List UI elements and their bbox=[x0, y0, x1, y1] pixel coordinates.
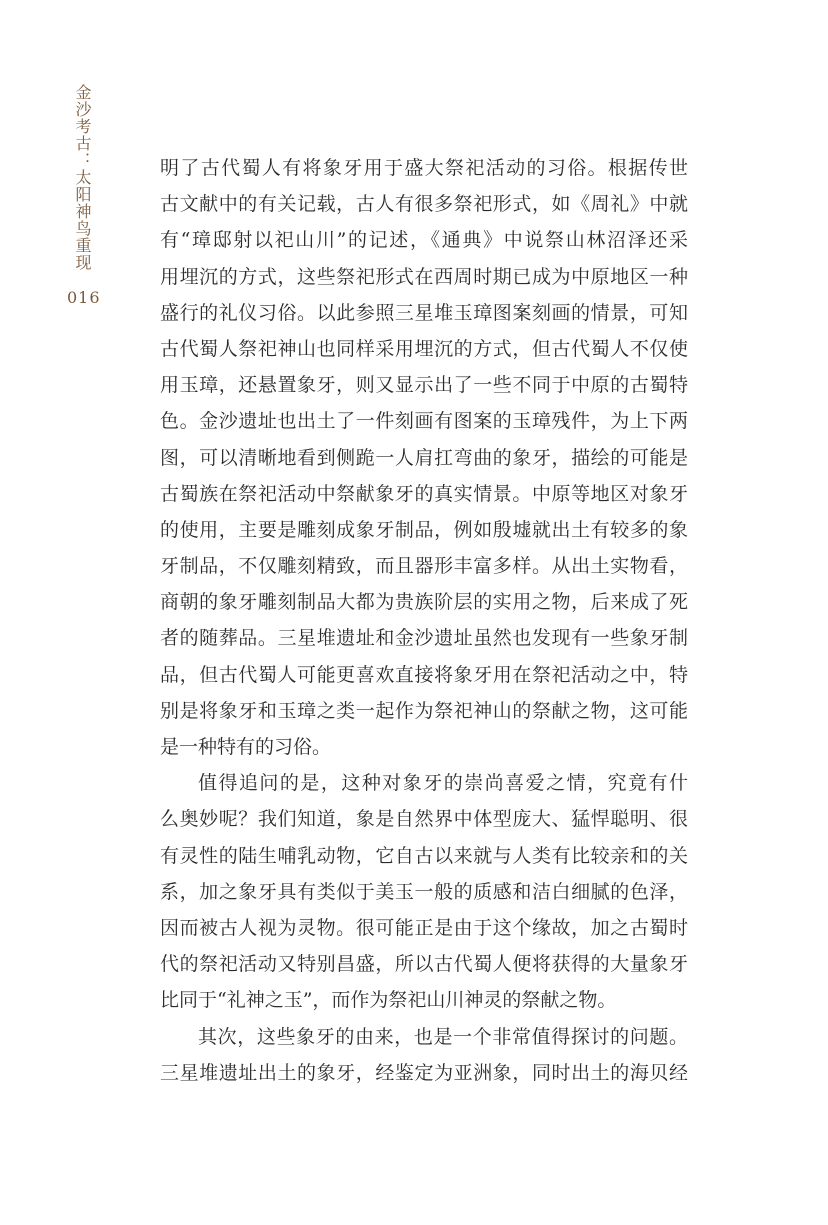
text-line: 别是将象牙和玉璋之类一起作为祭祀神山的祭献之物，这可能 bbox=[160, 699, 688, 722]
page-number: 016 bbox=[67, 288, 101, 307]
text-line: 古蜀族在祭祀活动中祭献象牙的真实情景。中原等地区对象牙 bbox=[160, 482, 688, 505]
text-line: 用玉璋，还悬置象牙，则又显示出了一些不同于中原的古蜀特 bbox=[160, 374, 688, 397]
text-line: 色。金沙遗址也出土了一件刻画有图案的玉璋残件，为上下两 bbox=[160, 410, 688, 433]
text-line: 有灵性的陆生哺乳动物，它自古以来就与人类有比较亲和的关 bbox=[160, 844, 688, 867]
text-line: 者的随葬品。三星堆遗址和金沙遗址虽然也发现有一些象牙制 bbox=[160, 627, 688, 650]
text-line: 其次，这些象牙的由来，也是一个非常值得探讨的问题。 bbox=[198, 1025, 688, 1048]
text-line: 三星堆遗址出土的象牙，经鉴定为亚洲象，同时出土的海贝经 bbox=[160, 1061, 688, 1084]
text-line: 有“璋邸射以祀山川”的记述，《通典》中说祭山林沼泽还采 bbox=[160, 229, 688, 252]
text-line: 牙制品，不仅雕刻精致，而且器形丰富多样。从出土实物看， bbox=[160, 555, 688, 578]
text-line: 比同于“礼神之玉”，而作为祭祀山川神灵的祭献之物。 bbox=[160, 989, 617, 1012]
text-line: 古代蜀人祭祀神山也同样采用埋沉的方式，但古代蜀人不仅使 bbox=[160, 337, 688, 360]
text-line: 的使用，主要是雕刻成象牙制品，例如殷墟就出土有较多的象 bbox=[160, 518, 688, 541]
running-title: 金沙考古：太阳神鸟重现 bbox=[73, 84, 92, 271]
text-line: 是一种特有的习俗。 bbox=[160, 736, 332, 758]
text-line: 系，加之象牙具有类似于美玉一般的质感和洁白细腻的色泽， bbox=[160, 880, 688, 903]
text-line: 因而被古人视为灵物。很可能正是由于这个缘故，加之古蜀时 bbox=[160, 916, 688, 939]
text-line: 古文献中的有关记载，古人有很多祭祀形式，如《周礼》中就 bbox=[160, 193, 688, 216]
text-line: 代的祭祀活动又特别昌盛，所以古代蜀人便将获得的大量象牙 bbox=[160, 953, 688, 976]
text-line: 品，但古代蜀人可能更喜欢直接将象牙用在祭祀活动之中，特 bbox=[160, 663, 688, 686]
text-line: 图，可以清晰地看到侧跪一人肩扛弯曲的象牙，描绘的可能是 bbox=[160, 446, 688, 469]
text-line: 值得追问的是，这种对象牙的崇尚喜爱之情，究竟有什 bbox=[198, 772, 688, 795]
text-line: 么奥妙呢？我们知道，象是自然界中体型庞大、猛悍聪明、很 bbox=[160, 808, 688, 831]
text-line: 盛行的礼仪习俗。以此参照三星堆玉璋图案刻画的情景，可知 bbox=[160, 301, 688, 324]
body-text bbox=[160, 150, 688, 1091]
text-line: 明了古代蜀人有将象牙用于盛大祭祀活动的习俗。根据传世 bbox=[160, 157, 688, 179]
text-line: 商朝的象牙雕刻制品大都为贵族阶层的实用之物，后来成了死 bbox=[160, 591, 688, 614]
text-line: 用埋沉的方式，这些祭祀形式在西周时期已成为中原地区一种 bbox=[160, 265, 688, 288]
